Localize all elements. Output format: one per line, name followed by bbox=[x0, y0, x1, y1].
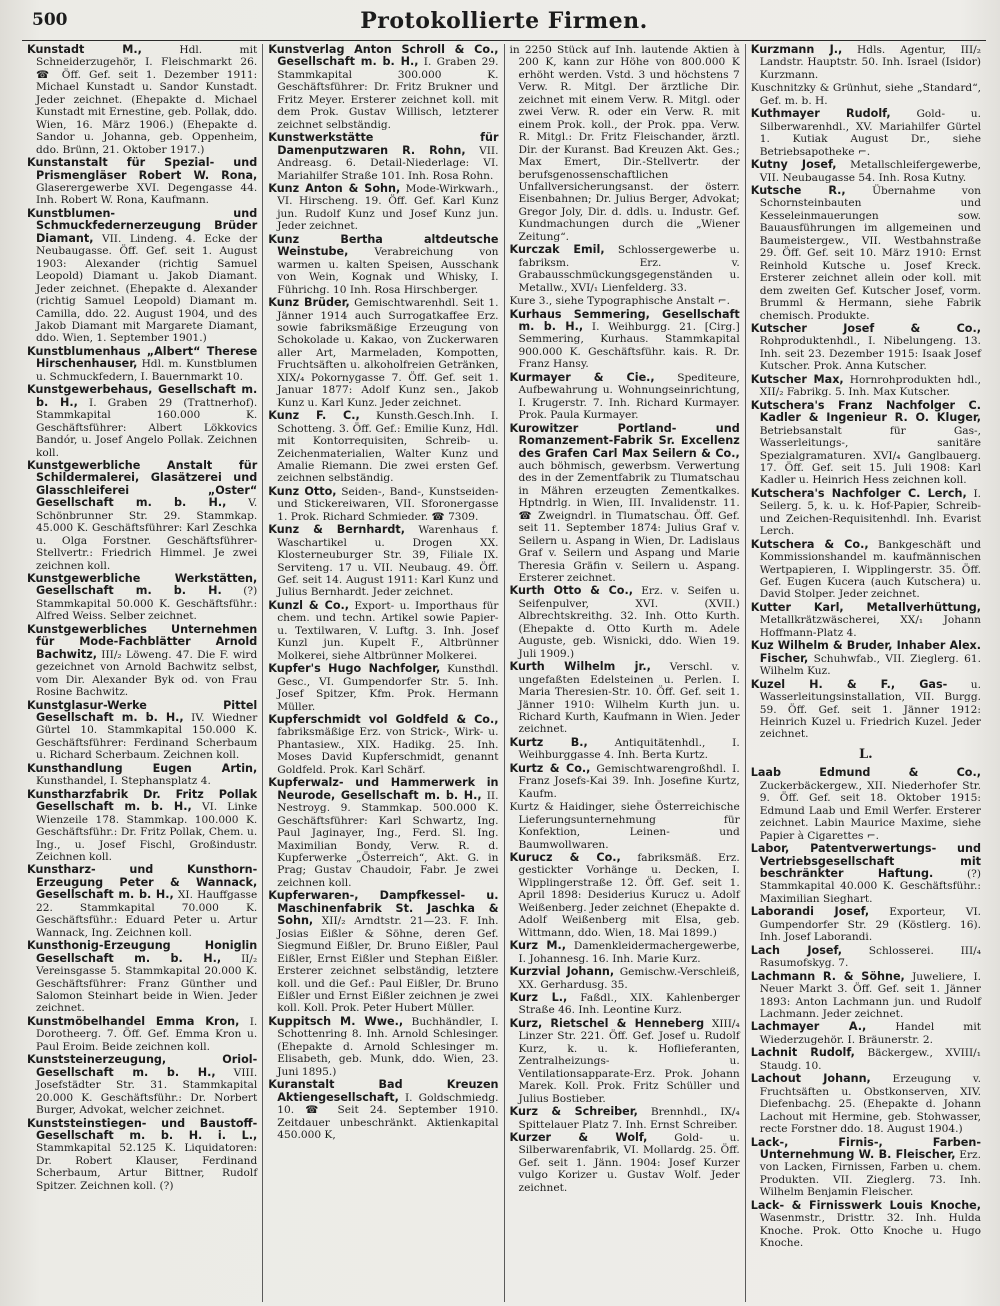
firm-entry bbox=[510, 737, 740, 762]
firm-details: Hdl. mit Schneiderzugehör, I. Fleischmarkt 26. ☎ Öff. Gef. seit 1. Dezember 1911: Michael Kunstadt u. Sandor Kunstadt. Jeder zeichnet. (Ehepakte d. Michael Kunstadt mit Ernestine, geb. Pollak, ddo. Wien, 16. März 1906.) (Ehepakte d. Sandor u. Johanna, geb. Oppenheim, ddo. Brünn, 21. Oktober 1917.) bbox=[36, 44, 258, 156]
firm-name: Kutschera & Co., bbox=[750, 537, 869, 551]
firm-details: Erzeugung v. Fruchtsäften u. Obstkonserven, XIV. Diefenbachg. 25. (Ehepakte d. Johann Lachout mit Hermine, geb. Stohwasser, recte Forstner ddo. 18. August 1904.) bbox=[759, 1073, 981, 1136]
firm-entry bbox=[751, 323, 981, 373]
firm-entry bbox=[751, 602, 981, 639]
firm-entry bbox=[510, 1018, 740, 1105]
firm-details: VII. Andreasg. 6. Detail-Niederlage: VI. Mariahilfer Straße 101. Inh. Rosa Rohn. bbox=[277, 144, 499, 182]
firm-entry bbox=[268, 1079, 498, 1141]
firm-entry bbox=[510, 852, 740, 939]
firm-name: Laab Edmund & Co., bbox=[750, 766, 981, 780]
firm-entry bbox=[268, 486, 498, 523]
firm-details: Hornrohprodukten hdl., XII/₂ Fabrikg. 5. Inh. Max Kutscher. bbox=[759, 373, 981, 399]
firm-name: Kuz Wilhelm & Bruder, Inhaber Alex. Fischer, bbox=[750, 639, 981, 665]
firm-details: Metallkrätzwäscherei, XX/₁ Johann Hoffmann-Platz 4. bbox=[759, 614, 981, 639]
firm-name: Kunz Bertha altdeutsche Weinstube, bbox=[268, 232, 499, 259]
firm-name: Kunstwerkstätte für Damenputzwaren R. Rohn, bbox=[268, 131, 499, 157]
firm-details: IV. Wiedner Gürtel 10. Stammkapital 150.000 K. Geschäftsführer: Ferdinand Scherbaum u. Richard Scherbaum. Zeichnen koll. bbox=[36, 712, 258, 762]
firm-name: Kunstgewerbehaus, Gesellschaft m. b. H., bbox=[27, 383, 258, 409]
firm-details: Mode-Wirkwarh., VI. Hirscheng. 19. Öff. Gef. Karl Kunz jun. Rudolf Kunz und Josef Kunz jun. Jeder zeichnet. bbox=[277, 182, 499, 233]
firm-name: Kunz Otto, bbox=[268, 484, 337, 498]
firm-name: Kurczak Emil, bbox=[509, 243, 605, 257]
firm-entry bbox=[268, 183, 498, 233]
firm-details: Exporteur, VI. Gumpendorfer Str. 29 (Köstlerg. 16). Inh. Josef Laborandi. bbox=[759, 906, 982, 944]
firm-name: Kurtz B., bbox=[509, 735, 588, 749]
firm-entry bbox=[510, 940, 740, 965]
firm-entry bbox=[751, 679, 981, 741]
firm-details: Handel mit Wiederzugehör. I. Bräunerstr. 2. bbox=[759, 1021, 981, 1046]
firm-name: Kutscher Josef & Co., bbox=[750, 321, 981, 335]
firm-name: Kunstharz- und Kunsthorn-Erzeugung Peter & Wannack, Gesellschaft m. b. H., bbox=[27, 863, 258, 902]
firm-details: I. Seilerg. 5, k. u. k. Hof-Papier, Schreib- und Zeichen-Requisitenhdl. Inh. Evarist Lerch. bbox=[759, 487, 982, 538]
firm-name: Kunz Anton & Sohn, bbox=[268, 181, 401, 195]
firm-name: Labor, Patentverwertungs- und Vertriebsgesellschaft mit beschränkter Haftung. bbox=[750, 842, 981, 880]
firm-name: Kunzl & Co., bbox=[268, 598, 350, 612]
firm-details: auch böhmisch, gewerbsm. Verwertung des in der Zementfabrik zu Tlumatschau in Mähren erzeugten Zementkalkes. Hptndrlg. in Wien, III. Invalidenstr. 11. ☎ Zweigndrl. in Tlumatschau. Öff. Gef. seit 11. September 1874: Julius Graf v. Seilern u. Aspang in Wien, Dr. Ladislaus Graf v. Seilern und Aspang und Marie Theresia Gräfin v. Seilern u. Aspang. Ersterer zeichnet. bbox=[518, 459, 740, 585]
firm-details: III/₂ Löweng. 47. Die F. wird gezeichnet von Arnold Bachwitz selbst, vom Dir. Alexander Byk od. von Frau Rosine Bachwitz. bbox=[36, 648, 258, 699]
firm-entry bbox=[751, 488, 981, 538]
firm-entry bbox=[751, 767, 981, 842]
firm-details: Gemischw.-Verschleiß, XX. Gerhardusg. 35. bbox=[518, 966, 740, 991]
firm-entry bbox=[27, 864, 257, 939]
firm-entry bbox=[751, 1200, 981, 1250]
firm-name: Kunstadt M., bbox=[27, 44, 142, 56]
firm-name: Kutschera's Nachfolger C. Lerch, bbox=[750, 486, 967, 500]
firm-entry bbox=[510, 295, 740, 307]
firm-name: Kurz, Rietschel & Henneberg bbox=[509, 1016, 705, 1030]
firm-details: Seiden-, Band-, Kunstseiden- und Stickereiwaren, VII. Sforonergasse 1. Prok. Richard Schmieder. ☎ 7309. bbox=[277, 485, 499, 523]
firm-entry bbox=[751, 971, 981, 1021]
firm-details: Schuhwfab., VII. Zieglerg. 61. Wilhelm Kuz. bbox=[759, 652, 981, 678]
running-title: Protokollierte Firmen. bbox=[360, 8, 648, 34]
firm-details: I. Graben 29 (Trattnerhof). Stammkapital 160.000 K. Geschäftsführer: Albert Lökkovics Bandór, u. Josef Angelo Pollak. Zeichnen koll. bbox=[36, 396, 258, 459]
firm-entry bbox=[751, 82, 981, 107]
text-columns bbox=[22, 44, 986, 1302]
firm-entry bbox=[751, 159, 981, 184]
firm-details: I. Graben 29. Stammkapital 300.000 K. Geschäftsführer: Dr. Fritz Brukner und Fritz Meyer. Ersterer zeichnet koll. mit dem Prok. Gustav Willisch, letzterer zeichnet selbständig. bbox=[277, 56, 499, 131]
firm-name: Lack- & Firnisswerk Louis Knoche, bbox=[750, 1198, 981, 1212]
firm-details: Stammkapital 52.125 K. Liquidatoren: Dr. Robert Klauser, Ferdinand Scherbaum, Artur Bittner, Rudolf Spitzer. Zeichnen koll. (?) bbox=[36, 1142, 258, 1192]
firm-name: Kurth Wilhelm jr., bbox=[509, 660, 651, 674]
firm-entry bbox=[268, 890, 498, 1015]
firm-details: Spediteure, Aufbewahrung u. Wohnungseinrichtung, I. Krugerstr. 7. Inh. Richard Kurmayer. Prok. Paula Kurmayer. bbox=[518, 371, 740, 422]
firm-name: Kutter Karl, Metallverhüttung, bbox=[750, 600, 981, 614]
firm-details: Warenhaus f. Waschartikel u. Drogen XX. Klosterneuburger Str. 39, Filiale IX. Serviteng. 17 u. VII. Neubaug. 49. Öff. Gef. seit 14. August 1911: Karl Kunz und Julius Bernhardt. Jeder zeichnet. bbox=[277, 524, 499, 599]
firm-details: Wasenmstr., Dristtr. 32. Inh. Hulda Knoche. Prok. Otto Knoche u. Hugo Knoche. bbox=[759, 1212, 981, 1250]
firm-entry bbox=[268, 410, 498, 485]
firm-entry bbox=[510, 992, 740, 1017]
firm-entry bbox=[27, 789, 257, 864]
firm-name: Kutscher Max, bbox=[750, 372, 844, 386]
firm-entry bbox=[27, 700, 257, 762]
firm-name: Laborandi Josef, bbox=[750, 905, 870, 919]
firm-entry bbox=[268, 132, 498, 182]
firm-details: Gemischtwarengroßhdl. I. Franz Josefs-Kai 39. Inh. Josefine Kurtz, Kaufm. bbox=[518, 762, 740, 800]
firm-entry bbox=[751, 1021, 981, 1046]
firm-details: Gold- u. Silberwarenfabrik, VI. Mollardg. 25. Öff. Gef. seit 1. Jänn. 1904: Josef Kurzer vulgo Korizer u. Gustav Wolf. Jeder zeichnet. bbox=[518, 1131, 740, 1194]
firm-details: Erz. v. Seifen u. Seifenpulver, XVI. (XVII.) Albrechtskreithg. 32. Inh. Otto Kurth. (Ehepakte d. Otto Kurth m. Adele Auguste, geb. Wisnicki, ddo. Wien 19. Juli 1909.) bbox=[518, 585, 740, 660]
firm-entry bbox=[27, 624, 257, 699]
firm-entry bbox=[268, 663, 498, 713]
firm-entry bbox=[268, 600, 498, 662]
firm-details: Gemischtwarenhdl. Seit 1. Jänner 1914 auch Surrogatkaffee Erz. sowie fabriksmäßige Erzeugung von Schokolade u. Kakao, von Zuckerwaren aller Art, Marmeladen, Kompotten, Fruchtsäften u. alkoholfreien Getränken, XIX/₄ Pokornygasse 7. Öff. Gef. seit 1. Januar 1877: Adolf Kunz sen., Jakob Kunz u. Karl Kunz. Jeder zeichnet. bbox=[277, 297, 499, 409]
firm-name: Kunz Brüder, bbox=[268, 296, 350, 310]
firm-name: Kunstgewerbliches Unternehmen für Mode-Fachblätter Arnold Bachwitz, bbox=[27, 622, 258, 661]
firm-name: Lachmayer A., bbox=[750, 1020, 867, 1034]
firm-details: II. Nestroyg. 9. Stammkap. 500.000 K. Geschäftsführer: Karl Schwartz, Ing. Paul Jaginayer, Ing., Ferd. Sl. Ing. Maximilian Bondy, Verw. R. d. Kupferwerke „Österreich“, Akt. G. in Prag; Gustav Chaudoir, Fabr. Je zwei zeichnen koll. bbox=[277, 789, 499, 889]
firm-name: Kurtz & Co., bbox=[509, 761, 591, 775]
firm-details: V. Schönbrunner Str. 29. Stammkap. 45.000 K. Geschäftsführer: Karl Zeschka u. Olga Forstner. Geschäftsführer-Stellvertr.: Friedrich Himmel. Je zwei zeichnen koll. bbox=[36, 497, 258, 572]
firm-details: VII. Lindeng. 4. Ecke der Neubaugasse. Öff. Gef. seit 1. August 1903: Alexander (richtig Samuel Leopold) Diamant u. Jakob Diamant. Jeder zeichnet. (Ehepakte d. Alexander (richtig Samuel Leopold) Diamant m. Camilla, ddo. 22. August 1904, und des Jakob Diamant mit Margarete Diamant, ddo. Wien, 1. September 1901.) bbox=[36, 232, 258, 345]
firm-name: Kupferwaren-, Dampfkessel- u. Maschinenfabrik St. Jaschka & Sohn, bbox=[268, 889, 499, 928]
firm-name: Kunstgewerbliche Werkstätten, Gesellschaft m. b. H. bbox=[27, 572, 258, 598]
firm-details: u. Wasserleitungsinstallation, VII. Burgg. 59. Öff. Gef. seit 1. Jänner 1912: Heinrich Kuzel u. Friedrich Kuzel. Jeder zeichnet. bbox=[759, 678, 981, 741]
firm-details: Metallschleifergewerbe, VII. Neubaugasse 54. Inh. Rosa Kutny. bbox=[759, 159, 981, 184]
firm-details: Rohproduktenhdl., I. Nibelungeng. 13. Inh. seit 23. Dezember 1915: Isaak Josef Kutscher. Prok. Anna Kutscher. bbox=[759, 335, 981, 373]
firm-entry bbox=[751, 843, 981, 905]
firm-details: I. Dorotheerg. 7. Öff. Gef. Emma Kron u. Paul Eroim. Beide zeichnen koll. bbox=[36, 1015, 258, 1053]
firm-name: Kupferschmidt vol Goldfeld & Co., bbox=[268, 713, 499, 727]
firm-name: Kurzer & Wolf, bbox=[509, 1130, 648, 1144]
firm-name: Kurhaus Semmering, Gesellschaft m. b. H., bbox=[509, 307, 740, 333]
section-letter: L. bbox=[859, 746, 873, 762]
firm-entry bbox=[510, 763, 740, 800]
firm-details: Erz. von Lacken, Firnissen, Farben u. chem. Produkten. VII. Zieglerg. 73. Inh. Wilhelm Benjamin Fleischer. bbox=[759, 1148, 981, 1199]
firm-entry bbox=[510, 244, 740, 294]
firm-details: XII/₂ Arndtstr. 21—23. F. Inh. Josias Eißler & Söhne, deren Gef. Siegmund Eißler, Dr. Bruno Eißler, Paul Eißler, Ernst Eißler und Stephan Eißler. Ersterer zeichnet selbständig, letztere koll. und die Gef.: Paul Eißler, Dr. Bruno Eißler und Ernst Eißler zeichnen je zwei koll. Koll. Prok. Peter Hubert Müller. bbox=[277, 915, 499, 1015]
column-2 bbox=[262, 44, 503, 1302]
firm-details: in 2250 Stück auf Inh. lautende Aktien à 200 K, kann zur Höhe von 800.000 K erhöht werden. Vstd. 3 und höchstens 7 Verw. R. Mitgl. Der ärztliche Dir. zeichnet mit einem Verw. R. Mitgl. oder zwei Verw. R. oder ein Verw. R. mit einem Prok. koll., der Prok. ppa. Verw. R. Mitgl.: Dr. Fritz Fleischander, ärztl. Dir. der Kuranst. Bad Kreuzen Akt. Ges.; Max Emert, Dir.-Stellvertr. der berufsgenossenschaftlichen Unfallversicherungsanst. der österr. Eisenbahnen; Dr. Julius Berger, Advokat; Gregor Joly, Dir. d. ddls. u. Industr. Gef. Kundmachungen durch die „Wiener Zeitung“. bbox=[509, 44, 740, 243]
firm-entry bbox=[27, 763, 257, 788]
firm-entry bbox=[268, 777, 498, 889]
firm-details: Übernahme von Schornsteinbauten und Kesseleinmauerungen sow. Bauausführungen im allgemeinen und Baumeistergew., VII. Westbahnstraße 29. Öff. Gef. seit 10. März 1910: Ernst Reinhold Kutsche u. Josef Kreck. Ersterer zeichnet allein oder koll. mit dem zweiten Gef. Kutscher Josef, vorm. Brumml & Hermann, siehe Fabrik chemisch. Produkte. bbox=[759, 184, 981, 322]
firm-name: Kuzel H. & F., Gas- bbox=[750, 677, 948, 691]
firm-name: Kunstgewerbliche Anstalt für Schildermalerei, Glasätzerei und Glasschleiferei „Oster“ Gesellschaft m. b. H., bbox=[27, 458, 258, 510]
firm-entry bbox=[27, 1118, 257, 1193]
firm-name: Lack-, Firnis-, Farben-Unternehmung W. B. Fleischer, bbox=[750, 1135, 981, 1161]
firm-entry bbox=[268, 1016, 498, 1078]
firm-entry bbox=[268, 234, 498, 296]
firm-name: Kurzmann J., bbox=[750, 44, 843, 56]
firm-name: Kunstharzfabrik Dr. Fritz Pollak Gesellschaft m. b. H., bbox=[27, 787, 258, 814]
firm-details: fabriksmäßige Erz. von Strick-, Wirk- u. Phantasiew., XIX. Hadikg. 25. Inh. Moses David Kupferschmidt, genannt Goldfeld. Prok. Karl Schärf. bbox=[277, 726, 499, 776]
firm-name: Kunsthonig-Erzeugung Honiglin Gesellschaft m. b. H., bbox=[27, 939, 258, 965]
firm-details: Hdl. m. Kunstblumen u. Schmuckfedern, I. Bauernmarkt 10. bbox=[36, 358, 258, 383]
firm-details: Verabreichung von warmen u. kalten Speisen, Ausschank von Wein, Kognak und Whisky, I. Führichg. 10 Inh. Rosa Hirschberger. bbox=[277, 246, 499, 296]
firm-name: Lachnit Rudolf, bbox=[750, 1046, 855, 1060]
firm-name: Kurz & Schreiber, bbox=[509, 1105, 638, 1119]
firm-details: Kurtz & Haidinger, siehe Österreichische Lieferungsunternehmung für Konfektion, Leinen- und Baumwollwaren. bbox=[509, 801, 740, 851]
firm-details: fabriksmäß. Erz. gestickter Vorhänge u. Decken, I. Wipplingerstraße 12. Öff. Gef. seit 1. April 1898: Desiderius Kurucz u. Adolf Weißenberg. Jeder zeichnet (Ehepakte d. Adolf Weißenberg mit Elsa, geb. Wittmann, ddo. Wien, 18. Mai 1899.) bbox=[518, 852, 740, 939]
firm-details: Brennhdl., IX/₄ Spittelauer Platz 7. Inh. Ernst Schreiber. bbox=[518, 1106, 740, 1131]
firm-name: Kunz & Bernhardt, bbox=[268, 523, 405, 537]
firm-details: Verschl. v. ungefaßten Edelsteinen u. Perlen. I. Maria Theresien-Str. 10. Öff. Gef. seit 1. Jänner 1910: Wilhelm Kurth jun. u. Richard Kurth, Kaufmann in Wien. Jeder zeichnet. bbox=[518, 661, 740, 736]
firm-details: (?) Stammkapital 40.000 K. Geschäftsführ.: Maximilian Sieghart. bbox=[759, 868, 981, 905]
firm-entry bbox=[27, 940, 257, 1015]
firm-name: Lachout Johann, bbox=[750, 1072, 871, 1086]
firm-entry bbox=[268, 44, 498, 131]
firm-name: Kunstmöbelhandel Emma Kron, bbox=[27, 1014, 240, 1028]
firm-entry bbox=[510, 1132, 740, 1194]
firm-details: Bankgeschäft und Kommissionshandel m. kaufmännischen Wertpapieren, I. Wipplingerstr. 35. Öff. Gef. Eugen Kucera (auch Kutschera) u. David Stolper. Jeder zeichnet. bbox=[759, 538, 982, 601]
firm-name: Lach Josef, bbox=[750, 943, 842, 957]
page-number: 500 bbox=[32, 10, 68, 30]
firm-entry bbox=[751, 44, 981, 81]
firm-details: Faßdl., XIX. Kahlenberger Straße 46. Inh. Leontine Kurz. bbox=[518, 991, 740, 1017]
column-1 bbox=[22, 44, 262, 1302]
firm-name: Kunstblumen- und Schmuckfedernerzeugung Brüder Diamant, bbox=[27, 206, 258, 245]
firm-details: Antiquitätenhdl., I. Weihburggasse 4. Inh. Berta Kurtz. bbox=[518, 736, 740, 762]
firm-name: Kupferwalz- und Hammerwerk in Neurode, Gesellschaft m. b. H., bbox=[268, 776, 499, 802]
firm-details: VI. Linke Wienzeile 178. Stammkap. 100.000 K. Geschäftsführ.: Dr. Fritz Pollak, Chem. u. Ing., u. Josef Fischl, Großindustr. Zeichnen koll. bbox=[36, 801, 258, 863]
firm-entry bbox=[27, 346, 257, 383]
firm-name: Kuranstalt Bad Kreuzen Aktiengesellschaft, bbox=[268, 1078, 499, 1104]
firm-name: Kuppitsch M. Wwe., bbox=[268, 1014, 404, 1028]
firm-entry bbox=[751, 185, 981, 322]
firm-entry bbox=[510, 372, 740, 422]
firm-entry bbox=[751, 108, 981, 158]
firm-entry bbox=[27, 384, 257, 459]
firm-entry bbox=[268, 297, 498, 409]
firm-details: II/₂ Vereinsgasse 5. Stammkapital 20.000 K. Geschäftsführer: Franz Günther und Salomon Steinhart beide in Wien. Jeder zeichnet. bbox=[36, 952, 258, 1015]
firm-entry bbox=[751, 400, 981, 487]
firm-details: Zuckerbäckergew., XII. Niederhofer Str. 9. Öff. Gef. seit 18. Oktober 1915: Edmund Laab und Emil Werfer. Ersterer zeichnet. Labin Maurice Maxime, siehe Papier à Cigarettes ⌐. bbox=[759, 779, 981, 842]
firm-entry bbox=[510, 966, 740, 991]
firm-details: Hdls. Agentur, III/₂ Landstr. Hauptstr. 50. Inh. Israel (Isidor) Kurzmann. bbox=[759, 44, 981, 81]
firm-name: Kurowitzer Portland- und Romanzement-Fabrik Sr. Excellenz des Grafen Carl Max Seilern & Co., bbox=[509, 421, 740, 460]
firm-name: Kurmayer & Cie., bbox=[509, 370, 655, 384]
firm-entry bbox=[751, 640, 981, 677]
firm-entry bbox=[268, 714, 498, 776]
firm-name: Kurz L., bbox=[509, 990, 568, 1004]
firm-name: Kupfer's Hugo Nachfolger, bbox=[268, 662, 441, 676]
firm-details: Kunsth.Gesch.Inh. I. Schotteng. 3. Öff. Gef.: Emilie Kunz, Hdl. mit Kontorrequisiten, Schreib- u. Zeichenmaterialien, Walter Kunz und Amalie Riemann. Die zwei ersten Gef. zeichnen selbständig. bbox=[277, 410, 499, 485]
firm-entry bbox=[27, 208, 257, 345]
firm-entry bbox=[751, 1137, 981, 1199]
firm-details: Glaserergewerbe XVI. Degengasse 44. Inh. Robert W. Rona, Kaufmann. bbox=[36, 181, 258, 207]
firm-entry bbox=[510, 423, 740, 585]
firm-details: (?) Stammkapital 50.000 K. Geschäftsführ.: Alfred Weiss. Selber zeichnet. bbox=[36, 585, 258, 623]
firm-details: Betriebsanstalt für Gas-, Wasserleitungs-, sanitäre Spezialgramaturen. XVI/₄ Ganglbauerg. 17. Öff. Gef. seit 15. Juli 1908: Karl Kadler u. Heinrich Hess zeichnen koll. bbox=[759, 424, 981, 487]
firm-details: VIII. Josefstädter Str. 31. Stammkapital 20.000 K. Geschäftsführ.: Dr. Norbert Burger, Advokat, welcher zeichnet. bbox=[36, 1066, 258, 1117]
firm-name: Kurz M., bbox=[509, 939, 567, 953]
firm-entry bbox=[751, 1073, 981, 1135]
firm-details: I. Weihburgg. 21. [Cirg.] Semmering, Kurhaus. Stammkapital 900.000 K. Geschäftsführ. kais. R. Dr. Franz Hansy. bbox=[518, 320, 740, 371]
firm-name: Kurzvial Johann, bbox=[509, 965, 615, 979]
firm-details: I. Goldschmiedg. 10. ☎ Seit 24. September 1910. Zeitdauer unbeschränkt. Aktienkapital 450.000 K, bbox=[277, 1091, 499, 1141]
firm-details: Kunsthandel, I. Stephansplatz 4. bbox=[36, 775, 211, 788]
firm-name: Kunststeinstiegen- und Baustoff-Gesellschaft m. b. H. i. L., bbox=[27, 1116, 258, 1142]
firm-details: Schlossergewerbe u. fabriksm. Erz. v. Grabausschmückungsgegenständen u. Metallw., XVI/₁ Lienfelderg. 33. bbox=[518, 244, 740, 294]
firm-name: Kuthmayer Rudolf, bbox=[750, 107, 891, 121]
firm-name: Kunststeinerzeugung, Oriol-Gesellschaft m. b. H., bbox=[27, 1053, 258, 1079]
firm-details: Juweliere, I. Neuer Markt 3. Öff. Gef. seit 1. Jänner 1893: Anton Lachmann jun. und Rudolf Lachmann. Jeder zeichnet. bbox=[759, 970, 982, 1020]
firm-entry bbox=[751, 1047, 981, 1072]
column-4 bbox=[745, 44, 986, 1302]
firm-name: Kunz F. C., bbox=[268, 409, 360, 423]
firm-entry bbox=[751, 539, 981, 601]
firm-entry bbox=[27, 1054, 257, 1116]
firm-details: Export- u. Importhaus für chem. und techn. Artikel sowie Papier- u. Textilwaren, V. Luftg. 3. Inh. Josef Kunzl jun. Kupelt F., Altbrünner Molkerei, siehe Altbrünner Molkerei. bbox=[277, 599, 499, 662]
firm-entry bbox=[510, 309, 740, 371]
firm-entry bbox=[27, 44, 257, 156]
firm-details: Damenkleidermachergewerbe, I. Johannesg. 16. Inh. Marie Kurz. bbox=[518, 940, 740, 965]
firm-entry bbox=[27, 573, 257, 623]
firm-details: Schlosserei. III/₄ Rasumofskyg. 7. bbox=[759, 944, 981, 970]
firm-name: Lachmann R. & Söhne, bbox=[750, 969, 905, 983]
firm-entry bbox=[751, 945, 981, 970]
firm-details: XIII/₄ Linzer Str. 221. Öff. Gef. Josef u. Rudolf Kurz, k. u. k. Hoflieferanten, Zentralheizungs- u. Ventilationsapparate-Erz. Prok. Johann Marek. Koll. Prok. Fritz Schüller und Julius Bostieber. bbox=[518, 1017, 740, 1105]
firm-entry bbox=[27, 157, 257, 207]
firm-entry bbox=[268, 524, 498, 599]
firm-details: Buchhändler, I. Schottenring 8. Inh. Arnold Schlesinger. (Ehepakte d. Arnold Schlesinger m. Elisabeth, geb. Munk, ddo. Wien, 23. Juni 1895.) bbox=[277, 1015, 499, 1078]
firm-name: Kunstblumenhaus „Albert“ Therese Hirschenhauser, bbox=[27, 344, 258, 371]
firm-details: XI. Hauffgasse 22. Stammkapital 70.000 K. Geschäftsführ.: Eduard Peter u. Artur Wannack, Ing. Zeichnen koll. bbox=[36, 889, 258, 939]
firm-details: Kunsthdl. Gesc., VI. Gumpendorfer Str. 5. Inh. Josef Spitzer, Kfm. Prok. Hermann Müller. bbox=[277, 663, 499, 713]
firm-name: Kurth Otto & Co., bbox=[509, 584, 633, 598]
firm-entry bbox=[27, 1016, 257, 1053]
firm-name: Kutsche R., bbox=[750, 183, 846, 197]
firm-entry bbox=[510, 1106, 740, 1131]
firm-name: Kunstverlag Anton Schroll & Co., Gesellschaft m. b. H., bbox=[268, 44, 499, 69]
firm-entry bbox=[510, 661, 740, 736]
firm-entry bbox=[751, 374, 981, 399]
firm-details: Kure 3., siehe Typographische Anstalt ⌐. bbox=[509, 295, 731, 308]
page-header bbox=[22, 6, 986, 41]
firm-entry bbox=[510, 44, 740, 243]
firm-name: Kurucz & Co., bbox=[509, 851, 621, 864]
firm-name: Kunstglasur-Werke Pittel Gesellschaft m. b. H., bbox=[27, 698, 258, 725]
firm-details: Kuschnitzky & Grünhut, siehe „Standard“, Gef. m. b. H. bbox=[750, 82, 981, 107]
firm-name: Kunsthandlung Eugen Artin, bbox=[27, 761, 258, 775]
column-3 bbox=[504, 44, 745, 1302]
firm-entry bbox=[751, 906, 981, 943]
firm-entry bbox=[27, 460, 257, 572]
firm-name: Kutny Josef, bbox=[750, 158, 837, 172]
firm-name: Kunstanstalt für Spezial- und Prismengläser Robert W. Rona, bbox=[27, 156, 258, 182]
firm-entry bbox=[510, 585, 740, 660]
firm-details: Bäckergew., XVIII/₁ Staudg. 10. bbox=[759, 1047, 981, 1072]
firm-details: Gold- u. Silberwarenhdl., XV. Mariahilfer Gürtel 1. Kutiak August Dr., siehe Betriebsapotheke ⌐. bbox=[759, 108, 981, 158]
firm-entry bbox=[510, 801, 740, 851]
firm-name: Kutschera's Franz Nachfolger C. Kadler & Ingenieur R. O. Kluger, bbox=[750, 398, 981, 425]
